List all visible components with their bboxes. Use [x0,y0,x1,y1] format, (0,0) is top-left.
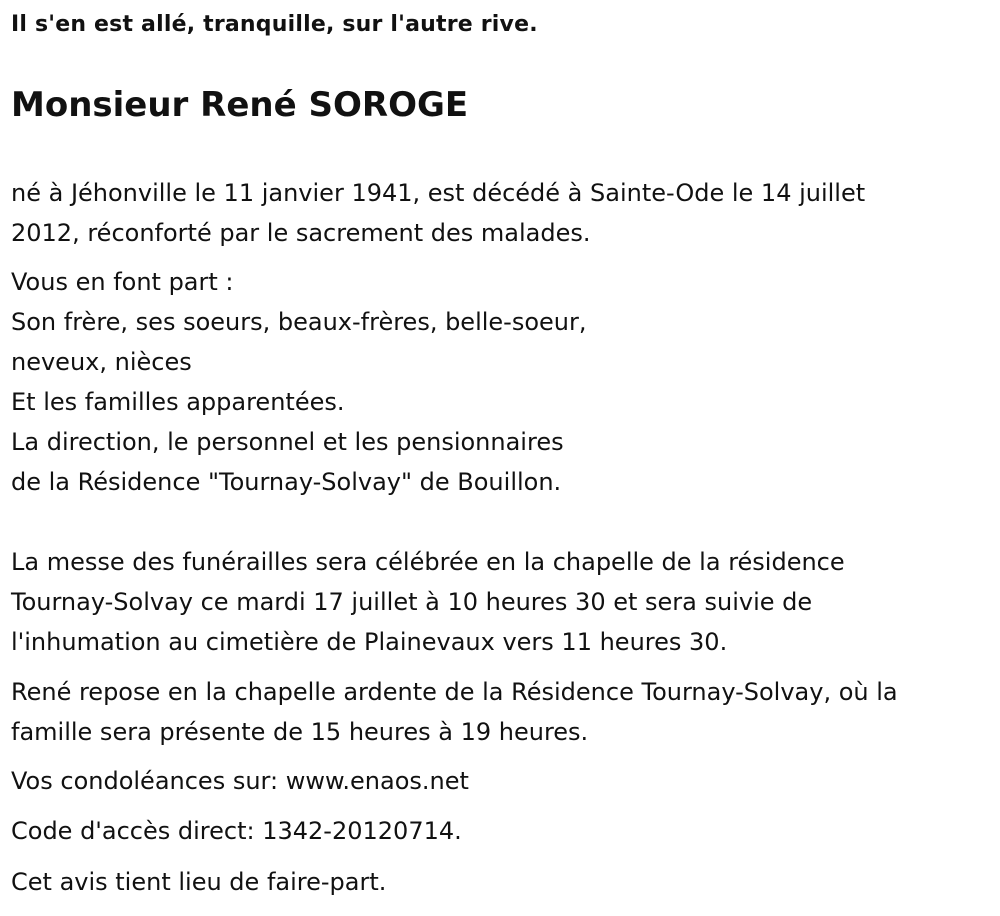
text-line: neveux, nièces [11,348,192,376]
text-line: Cet avis tient lieu de faire-part. [11,868,387,896]
family-paragraph [11,262,991,502]
text-line: Et les familles apparentées. [11,388,345,416]
text-line: Tournay-Solvay ce mardi 17 juillet à 10 heures 30 et sera suivie de [11,588,813,616]
birth-death-paragraph [11,173,991,253]
text-line: Vous en font part : [11,268,234,296]
funeral-mass-paragraph [11,542,991,662]
text-line: né à Jéhonville le 11 janvier 1941, est décédé à Sainte-Ode le 14 juillet [11,179,866,207]
condolences-line [11,761,991,801]
text-line: René repose en la chapelle ardente de la Résidence Tournay-Solvay, où la [11,678,898,706]
deceased-name: Monsieur René SOROGE [11,85,469,125]
access-code-line [11,811,991,851]
text-line: 2012, réconforté par le sacrement des malades. [11,219,591,247]
text-line: l'inhumation au cimetière de Plainevaux vers 11 heures 30. [11,628,728,656]
epigraph: Il s'en est allé, tranquille, sur l'autre rive. [11,12,538,37]
text-line: de la Résidence "Tournay-Solvay" de Bouillon. [11,468,562,496]
text-line: Code d'accès direct: 1342-20120714. [11,817,462,845]
text-line: La messe des funérailles sera célébrée en la chapelle de la résidence [11,548,845,576]
text-line: Vos condoléances sur: www.enaos.net [11,767,469,795]
wake-paragraph [11,672,991,752]
text-line: La direction, le personnel et les pensionnaires [11,428,564,456]
text-line: famille sera présente de 15 heures à 19 heures. [11,718,589,746]
notice-line [11,862,991,902]
text-line: Son frère, ses soeurs, beaux-frères, belle-soeur, [11,308,587,336]
